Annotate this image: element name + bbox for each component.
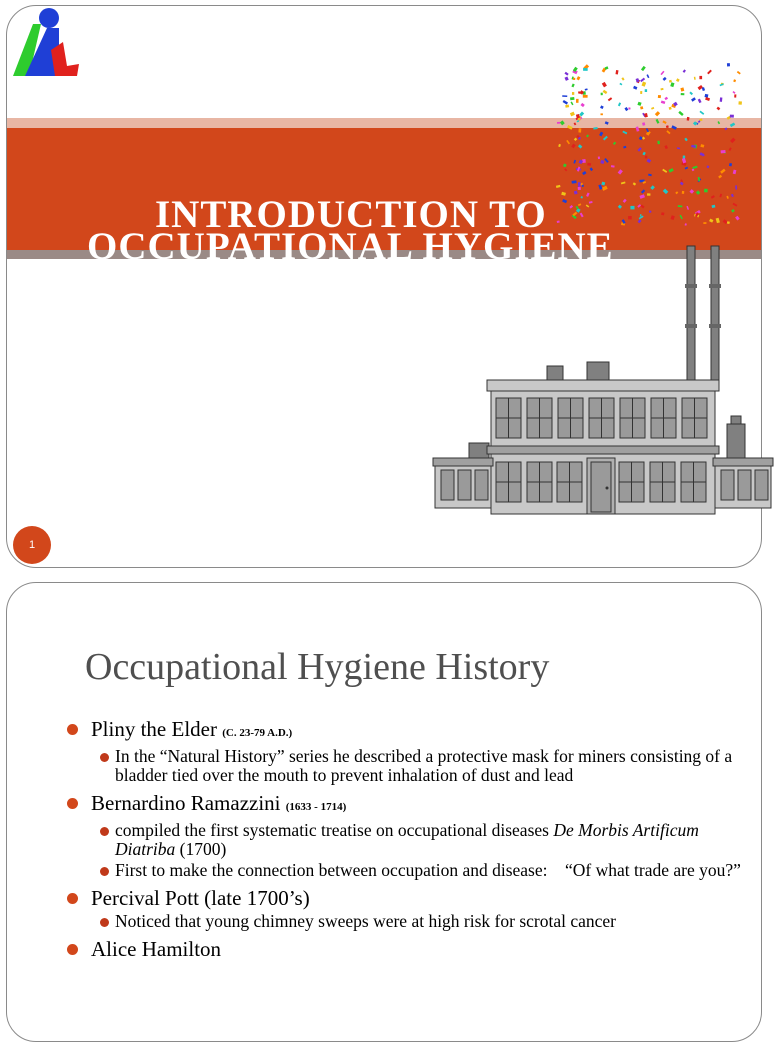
sub-list-item: Noticed that young chimney sweeps were at high risk for scrotal cancer [99, 912, 745, 931]
list-item: Alice Hamilton [65, 937, 745, 961]
list-item: Pliny the Elder (C. 23-79 A.D.) [65, 717, 745, 745]
page-number: 1 [13, 526, 51, 564]
sub-list-item: In the “Natural History” series he described a protective mask for miners consisting of a bladder tied over the mouth to prevent inhalation of dust and lead [99, 747, 745, 785]
title-slide [6, 5, 762, 568]
list-item: Percival Pott (late 1700’s) [65, 886, 745, 910]
bullet-list [65, 711, 745, 961]
factory-image [429, 244, 774, 519]
sub-list-item: compiled the first systematic treatise on occupational diseases De Morbis Artificum Diatriba (1700) [99, 821, 745, 859]
sub-list-item: First to make the connection between occupation and disease: “Of what trade are you?” [99, 861, 745, 880]
slide-title-line2: OCCUPATIONAL HYGIENE [87, 225, 614, 268]
logo-icon [7, 6, 87, 86]
history-slide [6, 582, 762, 1042]
slide-title-line1: INTRODUCTION TO [155, 193, 547, 236]
list-item: Bernardino Ramazzini (1633 - 1714) [65, 791, 745, 819]
slide-heading: Occupational Hygiene History [85, 646, 550, 688]
confetti-image [559, 66, 744, 231]
